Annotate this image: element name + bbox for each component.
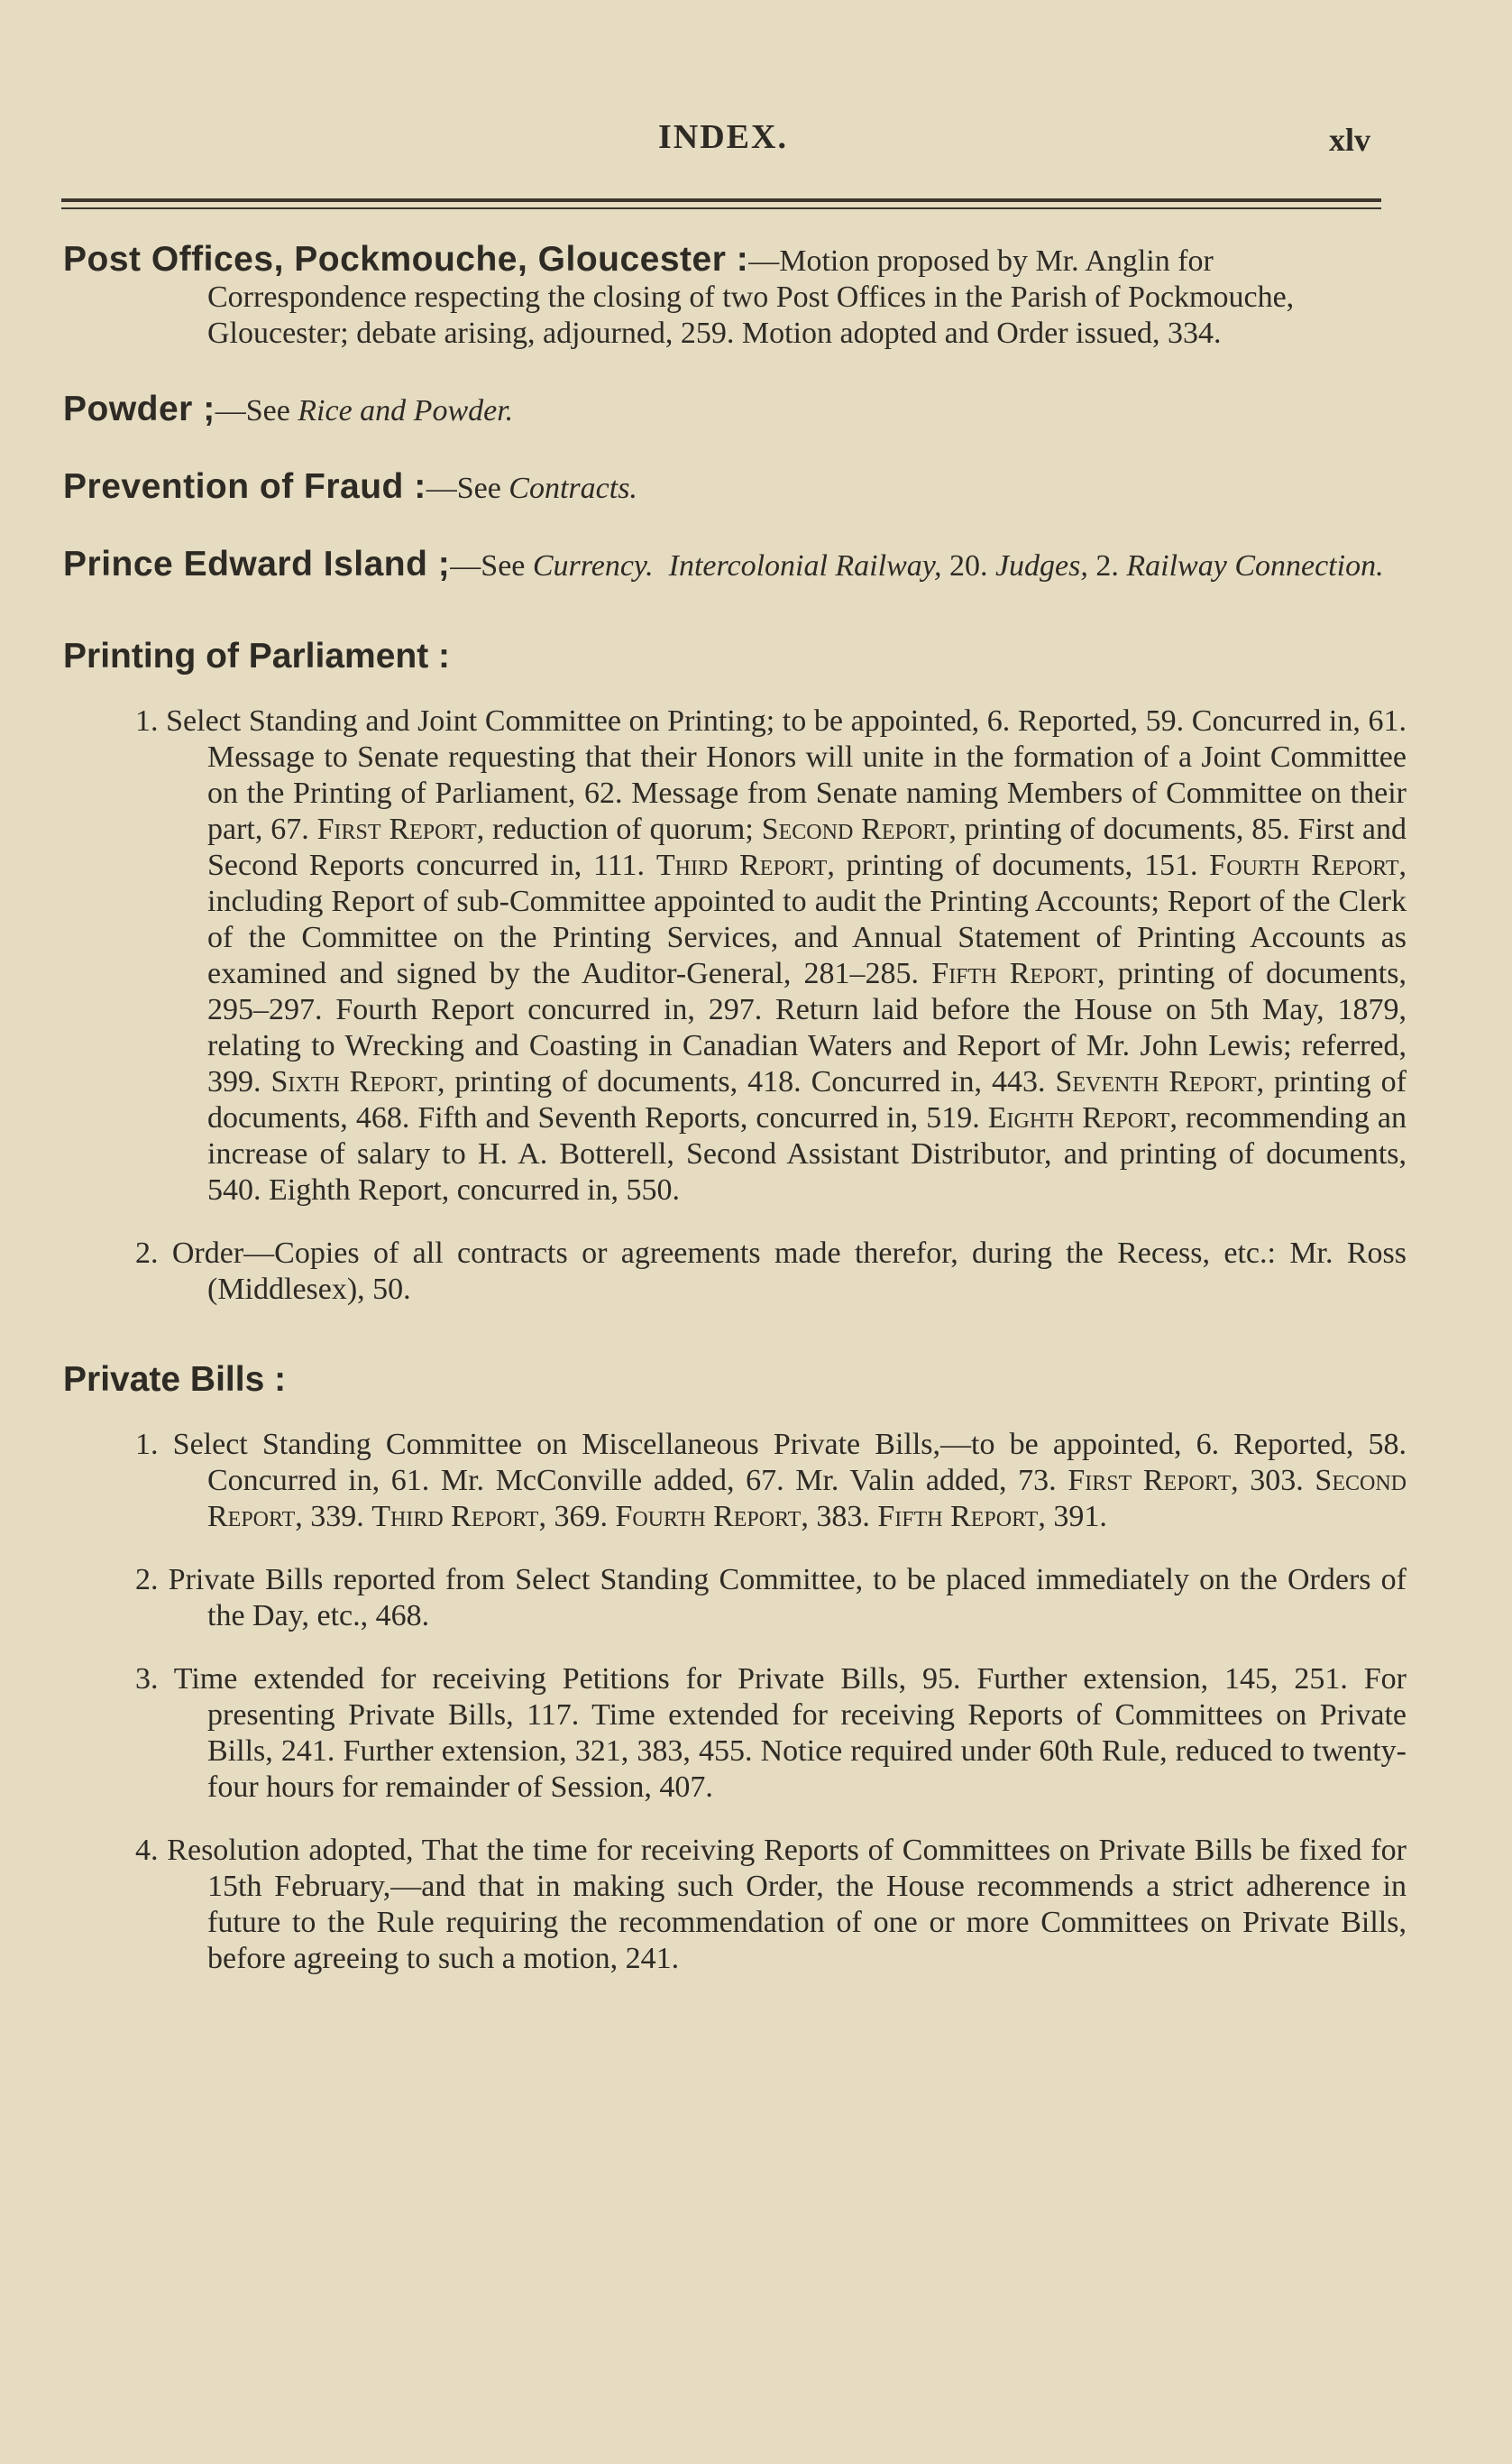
cross-reference: Contracts. xyxy=(509,472,637,505)
report-label: Fourth Report xyxy=(615,1500,802,1533)
entry-see-prefix: —See xyxy=(215,394,298,428)
item-text: , recommending an increase of salary to H. A. Botterell, Second Assistant Distributor, and printing of documents, 540. Eighth Report, concurred in, 550. xyxy=(207,1101,1407,1207)
entry-text: 2. xyxy=(1087,549,1127,583)
index-content xyxy=(63,242,1407,2004)
item-text: Resolution adopted, That the time for receiving Reports of Committees on Private Bills be fixed for 15th February,—and that in making such Order, the House recommends a strict adherence in future to the Rule requiring the recommendation of one or more Committees on Private Bills, before agreeing to such a motion, 241. xyxy=(167,1834,1407,1975)
cross-reference: Judges, xyxy=(994,549,1088,583)
private-bills-item-2 xyxy=(63,1562,1407,1634)
report-label: Fourth Report xyxy=(1209,849,1399,882)
index-entry-powder xyxy=(63,391,1407,429)
item-number: 2. xyxy=(135,1237,159,1270)
report-label: Seventh Report xyxy=(1055,1065,1257,1099)
item-text: , 303. xyxy=(1231,1464,1315,1497)
header-rule-thin xyxy=(61,207,1381,209)
report-label: Sixth Report xyxy=(270,1065,437,1099)
item-text: , printing of documents, 468. Fifth and Seventh Reports, concurred in, 519. xyxy=(207,1065,1407,1135)
section-heading-printing: Printing of Parliament : xyxy=(63,637,451,676)
item-text: , including Report of sub-Committee appointed to audit the Printing Accounts; Report of the Clerk of the Committee on the Printing Services, and Annual Statement of Printing Accounts as examined and signed by the Auditor-General, 281–285. xyxy=(207,849,1407,990)
cross-reference: Railway Connection. xyxy=(1126,549,1384,583)
section-heading-private-bills: Private Bills : xyxy=(63,1360,287,1399)
item-text: Select Standing and Joint Committee on Printing; to be appointed, 6. Reported, 59. Concurred in, 61. Message to Senate requesting that their Honors will unite in the formation of a Joint Committee on the Printing of Parliament, 62. Message from Senate naming Members of Committee on their part, 67. xyxy=(166,704,1407,846)
entry-heading: Post Offices, Pockmouche, Gloucester : xyxy=(63,240,749,279)
report-label: Fifth Report xyxy=(931,957,1097,990)
running-head: INDEX. xyxy=(658,118,788,156)
cross-reference: Rice and Powder. xyxy=(298,394,514,428)
item-text: , printing of documents, 151. xyxy=(827,849,1210,882)
cross-reference: Currency. xyxy=(532,549,654,583)
printing-item-1 xyxy=(63,703,1407,1209)
page-number: xlv xyxy=(1328,122,1370,158)
item-text: Order—Copies of all contracts or agreements made therefor, during the Recess, etc.: Mr. Ross (Middlesex), 50. xyxy=(171,1237,1407,1306)
printing-item-2 xyxy=(63,1236,1407,1308)
item-text: , printing of documents, 85. First and Second Reports concurred in, 111. xyxy=(207,813,1407,882)
item-text: , printing of documents, 418. Concurred in, 443. xyxy=(436,1065,1056,1099)
index-entry-prince-edward-island xyxy=(63,547,1407,584)
item-number: 1. xyxy=(135,704,159,738)
report-label: Third Report xyxy=(371,1500,539,1533)
entry-heading: Prince Edward Island ; xyxy=(63,545,451,584)
entry-heading: Powder ; xyxy=(63,390,215,428)
private-bills-item-3 xyxy=(63,1661,1407,1806)
item-text: Select Standing Committee on Miscellaneous Private Bills,—to be appointed, 6. Reported, 58. Concurred in, 61. Mr. McConville added, 67. Mr. Valin added, 73. xyxy=(172,1428,1407,1497)
page-header xyxy=(63,117,1388,171)
item-text: , 383. xyxy=(801,1500,878,1533)
header-rule-thick xyxy=(61,198,1381,202)
item-text: , 339. xyxy=(295,1500,372,1533)
entry-text: —Motion proposed by Mr. Anglin for Correspondence respecting the closing of two Post Offices in the Parish of Pockmouche, Gloucester; debate arising, adjourned, 259. Motion adopted and Order issued, 334. xyxy=(207,244,1295,350)
index-entry-post-offices xyxy=(63,242,1407,352)
item-text: Private Bills reported from Select Standing Committee, to be placed immediately on the Orders of the Day, etc., 468. xyxy=(168,1563,1407,1632)
report-label: Second Report xyxy=(207,1464,1407,1533)
report-label: Second Report xyxy=(761,813,949,846)
item-text: , 369. xyxy=(538,1500,616,1533)
report-label: First Report xyxy=(316,813,477,846)
entry-see-prefix: —See xyxy=(450,549,533,583)
item-number: 1. xyxy=(135,1428,159,1461)
report-label: Third Report xyxy=(655,849,828,882)
item-text: , printing of documents, 295–297. Fourth Report concurred in, 297. Return laid before the House on 5th May, 1879, relating to Wrecking and Coasting in Canadian Waters and Report of Mr. John Lewis; referred, 399. xyxy=(207,957,1407,1099)
entry-heading: Prevention of Fraud : xyxy=(63,467,426,506)
report-label: First Report xyxy=(1068,1464,1232,1497)
item-number: 3. xyxy=(135,1662,159,1696)
entry-see-prefix: —See xyxy=(426,472,509,505)
item-text: Time extended for receiving Petitions for Private Bills, 95. Further extension, 145, 251. For presenting Private Bills, 117. Time extended for receiving Reports of Committees on Private Bills, 241. Further extension, 321, 383, 455. Notice required under 60th Rule, reduced to twenty-four hours for remainder of Session, 407. xyxy=(173,1662,1407,1804)
entry-text: 20. xyxy=(941,549,995,583)
item-text: , 391. xyxy=(1038,1500,1107,1533)
private-bills-item-1 xyxy=(63,1427,1407,1535)
item-number: 4. xyxy=(135,1834,159,1867)
item-text: , reduction of quorum; xyxy=(476,813,762,846)
cross-reference: Intercolonial Railway, xyxy=(668,549,942,583)
index-entry-prevention-of-fraud xyxy=(63,469,1407,507)
private-bills-item-4 xyxy=(63,1833,1407,1977)
item-number: 2. xyxy=(135,1563,159,1596)
report-label: Fifth Report xyxy=(877,1500,1039,1533)
report-label: Eighth Report xyxy=(987,1101,1170,1135)
